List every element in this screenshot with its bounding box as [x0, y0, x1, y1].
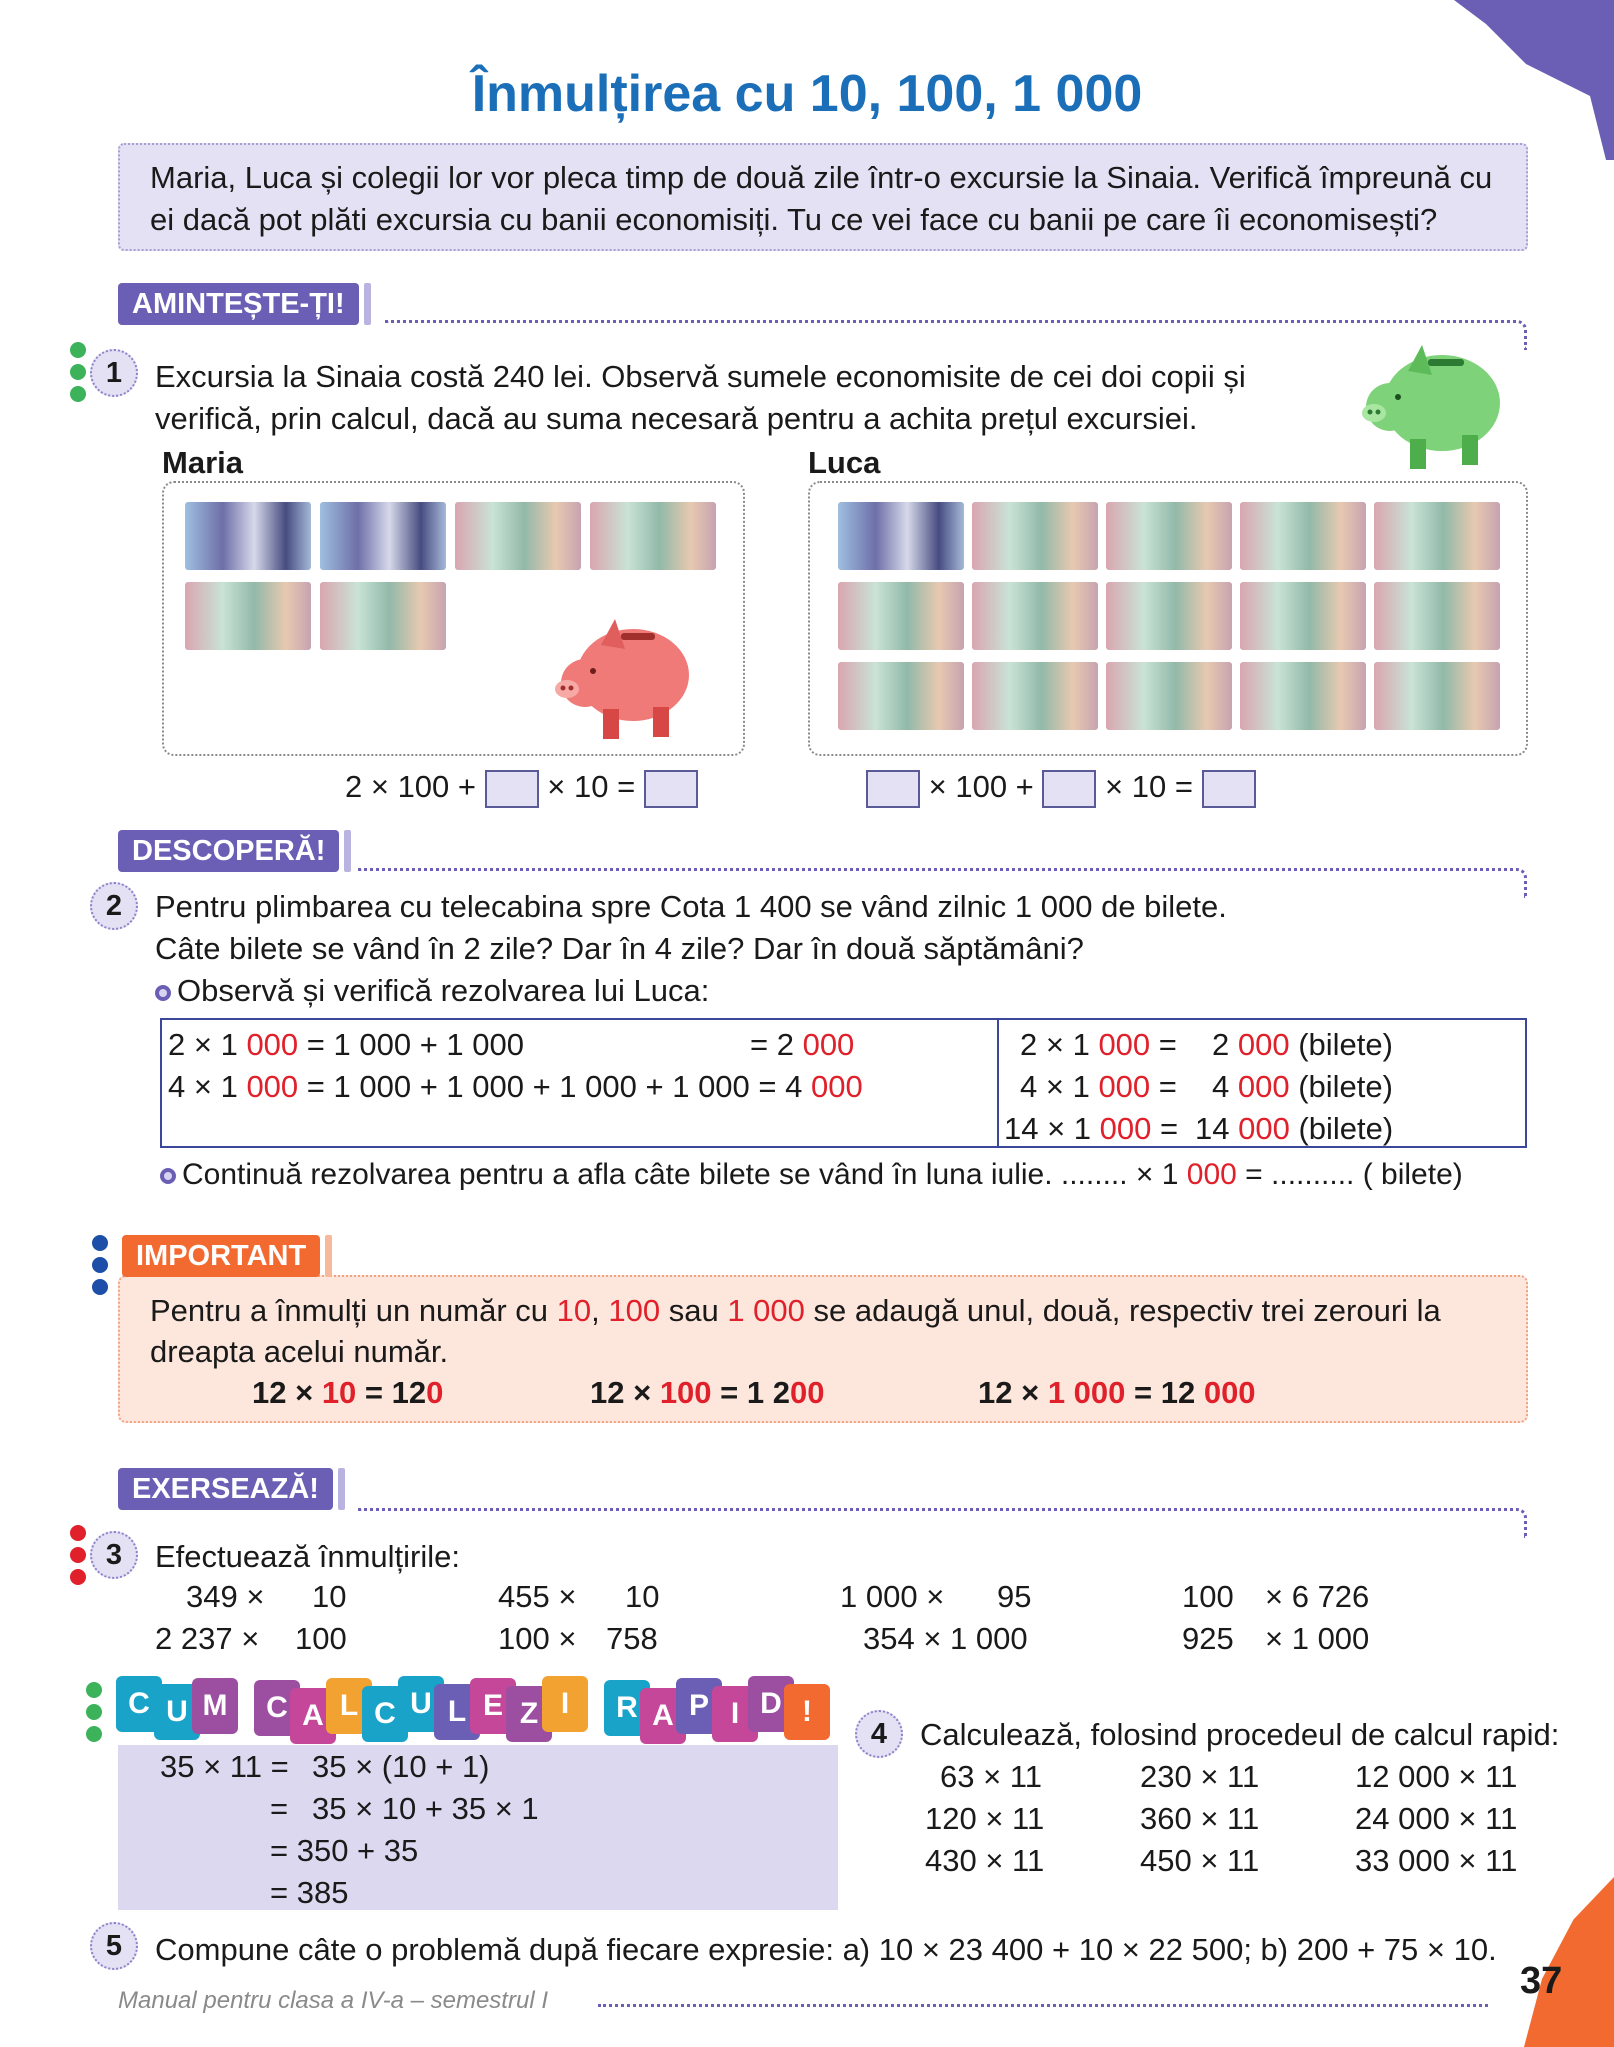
- banknote-10: [838, 662, 964, 730]
- banknote-10: [1374, 502, 1500, 570]
- exercise-text: Efectuează înmulțirile:: [155, 1539, 460, 1574]
- zeros: 000: [246, 1069, 299, 1104]
- multiplication-item: 95: [997, 1579, 1032, 1614]
- continue-line: [160, 1154, 1463, 1196]
- answer-box[interactable]: [644, 770, 698, 808]
- intro-box: [118, 143, 1528, 251]
- maria-label: Maria: [162, 445, 243, 480]
- banknote-100: [185, 502, 311, 570]
- solution-result: [1212, 1024, 1393, 1066]
- table-divider: [997, 1020, 999, 1146]
- multiplication-item: 230 × 11: [1140, 1759, 1260, 1794]
- multiplication-item: 100 ×: [498, 1621, 577, 1656]
- multiplication-item: 455 ×: [498, 1579, 577, 1614]
- multiplication-item: 63 × 11: [940, 1759, 1042, 1794]
- exercise-number: 2: [90, 882, 138, 930]
- important-text: dreapta acelui număr.: [150, 1334, 449, 1369]
- solution-row: [168, 1024, 524, 1066]
- text: se adaugă unul, două, respectiv trei zerouri la: [804, 1293, 1441, 1328]
- exercise-number: 1: [90, 349, 138, 397]
- banknote-10: [1240, 582, 1366, 650]
- maria-equation: [345, 766, 698, 808]
- piggy-bank-icon: [545, 605, 705, 750]
- intro-line: ei dacă pot plăti excursia cu banii economisiți. Tu ce vei face cu banii pe care îi economisești?: [150, 202, 1438, 237]
- solution-result: [1195, 1108, 1393, 1150]
- dot: [70, 1569, 86, 1585]
- text: 2: [1212, 1027, 1238, 1062]
- letter-tile: C: [116, 1676, 162, 1732]
- exercise-text: verifică, prin calcul, dacă au suma necesară pentru a achita prețul excursiei.: [155, 401, 1198, 436]
- banknote-10: [185, 582, 311, 650]
- difficulty-dots: [70, 342, 86, 408]
- example: [978, 1372, 1256, 1414]
- text: = .......... ( bilete): [1236, 1158, 1463, 1191]
- banknote-10: [1106, 662, 1232, 730]
- banknote-10: [972, 662, 1098, 730]
- multiplication-item: 758: [606, 1621, 658, 1656]
- highlight: 10: [556, 1293, 592, 1328]
- text: 12 ×: [252, 1375, 322, 1410]
- banknote-10: [972, 582, 1098, 650]
- letter-tile: E: [470, 1678, 516, 1734]
- multiplication-item: × 1 000: [1265, 1621, 1370, 1656]
- dot: [70, 342, 86, 358]
- zeros: 000: [1099, 1111, 1152, 1146]
- difficulty-dots: [86, 1682, 102, 1748]
- text: = 12: [356, 1375, 427, 1410]
- difficulty-dots: [70, 1525, 86, 1591]
- exercise-number: 4: [855, 1710, 903, 1758]
- banknote-10: [1240, 502, 1366, 570]
- text: 12 ×: [590, 1375, 660, 1410]
- multiplication-item: 360 × 11: [1140, 1801, 1260, 1836]
- text: 4: [1212, 1069, 1238, 1104]
- dot: [70, 1547, 86, 1563]
- luca-label: Luca: [808, 445, 881, 480]
- highlight: 100: [608, 1293, 661, 1328]
- letter-tile: L: [434, 1684, 480, 1740]
- exercise-text: Pentru plimbarea cu telecabina spre Cota 1 400 se vând zilnic 1 000 de bilete.: [155, 889, 1227, 924]
- exercise-text: Calculează, folosind procedeul de calcul rapid:: [920, 1717, 1560, 1752]
- solution-row: [1004, 1108, 1178, 1150]
- zeros: 000: [1237, 1069, 1290, 1104]
- text: 14 × 1: [1004, 1111, 1100, 1146]
- example: [590, 1372, 824, 1414]
- equation-text: × 10 =: [1105, 769, 1193, 804]
- solution-result: [750, 1024, 854, 1066]
- multiplication-item: 120 × 11: [925, 1801, 1045, 1836]
- calc-step: = 385: [270, 1875, 349, 1910]
- dot: [92, 1257, 108, 1273]
- banknote-10: [1374, 582, 1500, 650]
- equation-text: 2 × 100 +: [345, 769, 477, 804]
- answer-box[interactable]: [1042, 770, 1096, 808]
- text: =: [1150, 1069, 1177, 1104]
- zeros: 000: [246, 1027, 299, 1062]
- text: 4 × 1: [168, 1069, 247, 1104]
- dot: [92, 1279, 108, 1295]
- letter-tile: L: [326, 1678, 372, 1734]
- solution-row: [168, 1066, 863, 1108]
- calc-step: 35 × 11 =: [160, 1749, 289, 1784]
- footer-text: Manual pentru clasa a IV-a – semestrul I: [118, 1987, 548, 2014]
- text: 14: [1195, 1111, 1239, 1146]
- letter-tile: I: [712, 1686, 758, 1742]
- piggy-bank-icon: [1350, 335, 1515, 480]
- solution-row: [1020, 1024, 1177, 1066]
- section-tag-amintestete: AMINTEȘTE-ȚI!: [118, 283, 359, 325]
- letter-tile: C: [362, 1686, 408, 1742]
- letter-tile: U: [398, 1676, 444, 1732]
- letter-tile: R: [604, 1680, 650, 1736]
- letter-tile: M: [192, 1678, 238, 1734]
- text: ,: [591, 1293, 609, 1328]
- highlight: 000: [1203, 1375, 1256, 1410]
- difficulty-dots: [92, 1235, 108, 1301]
- multiplication-item: 450 × 11: [1140, 1843, 1260, 1878]
- multiplication-item: 349 ×: [186, 1579, 265, 1614]
- exercise-text: Excursia la Sinaia costă 240 lei. Observă sumele economisite de cei doi copii și: [155, 359, 1246, 394]
- highlight: 00: [789, 1375, 825, 1410]
- solution-result: [1212, 1066, 1393, 1108]
- letter-tile: Z: [506, 1686, 552, 1742]
- multiplication-item: 1 000 ×: [840, 1579, 945, 1614]
- zeros: 000: [802, 1027, 855, 1062]
- text: =: [1150, 1027, 1177, 1062]
- multiplication-item: 12 000 × 11: [1355, 1759, 1518, 1794]
- text: = 1 000 + 1 000 + 1 000 + 1 000 = 4: [298, 1069, 811, 1104]
- calc-step: 35 × (10 + 1): [312, 1749, 490, 1784]
- observe-line: [155, 970, 709, 1012]
- section-tag-descopera: DESCOPERĂ!: [118, 830, 339, 872]
- highlight: 0: [426, 1375, 444, 1410]
- banknote-10: [320, 582, 446, 650]
- page-number: 37: [1520, 1960, 1563, 2002]
- multiplication-item: 100: [295, 1621, 347, 1656]
- exercise-text: Câte bilete se vând în 2 zile? Dar în 4 zile? Dar în două săptămâni?: [155, 931, 1084, 966]
- exercise-number: 3: [90, 1531, 138, 1579]
- multiplication-item: 354 × 1 000: [863, 1621, 1028, 1656]
- multiplication-item: 2 237 ×: [155, 1621, 260, 1656]
- multiplication-item: 100: [1182, 1579, 1234, 1614]
- text: (bilete): [1289, 1111, 1394, 1146]
- letter-tile: P: [676, 1678, 722, 1734]
- example: [252, 1372, 443, 1414]
- zeros: 000: [1237, 1027, 1290, 1062]
- banknote-10: [1106, 502, 1232, 570]
- intro-line: Maria, Luca și colegii lor vor pleca timp de două zile într-o excursie la Sinaia. Verifică împreună cu: [150, 160, 1493, 195]
- footer-divider: [598, 2004, 1488, 2007]
- multiplication-item: 33 000 × 11: [1355, 1843, 1518, 1878]
- important-text: [150, 1290, 1441, 1332]
- multiplication-item: × 6 726: [1265, 1579, 1370, 1614]
- calc-step: =: [270, 1791, 289, 1826]
- highlight: 10: [321, 1375, 357, 1410]
- banknote-10: [1240, 662, 1366, 730]
- text: =: [1151, 1111, 1179, 1146]
- text: 2 × 1: [1020, 1027, 1099, 1062]
- zeros: 000: [810, 1069, 863, 1104]
- dot: [86, 1704, 102, 1720]
- exercise-number: 5: [90, 1922, 138, 1970]
- text: 4 × 1: [1020, 1069, 1099, 1104]
- observe-text: Observă și verifică rezolvarea lui Luca:: [177, 973, 710, 1008]
- dot: [86, 1726, 102, 1742]
- calc-step: 35 × 10 + 35 × 1: [312, 1791, 539, 1826]
- section-tag-important: IMPORTANT: [122, 1235, 320, 1277]
- dot: [70, 1525, 86, 1541]
- equation-text: × 10 =: [547, 769, 636, 804]
- section-tag-exerseaza: EXERSEAZĂ!: [118, 1468, 333, 1510]
- page-title: Înmulțirea cu 10, 100, 1 000: [471, 65, 1143, 123]
- bullet-icon: [160, 1168, 176, 1184]
- zeros: 000: [1098, 1027, 1151, 1062]
- answer-box[interactable]: [866, 770, 920, 808]
- text: Continuă rezolvarea pentru a afla câte bilete se vând în luna iulie. ........ × 1: [182, 1158, 1187, 1191]
- highlight: 1 000: [727, 1293, 805, 1328]
- multiplication-item: 925: [1182, 1621, 1234, 1656]
- banknote-10: [972, 502, 1098, 570]
- zeros: 000: [1098, 1069, 1151, 1104]
- dot: [70, 386, 86, 402]
- text: 2 × 1: [168, 1027, 247, 1062]
- equation-text: × 100 +: [928, 769, 1034, 804]
- dot: [70, 364, 86, 380]
- multiplication-item: 10: [625, 1579, 660, 1614]
- letter-tile: U: [154, 1684, 200, 1740]
- text: = 2: [750, 1027, 803, 1062]
- text: (bilete): [1289, 1027, 1393, 1062]
- multiplication-item: 430 × 11: [925, 1843, 1045, 1878]
- banknote-10: [1374, 662, 1500, 730]
- banknote-10: [838, 582, 964, 650]
- text: Pentru a înmulți un număr cu: [150, 1293, 557, 1328]
- luca-equation: [866, 766, 1256, 808]
- banknote-100: [320, 502, 446, 570]
- letter-tile: A: [640, 1688, 686, 1744]
- letter-tile: !: [784, 1684, 830, 1740]
- text: sau: [660, 1293, 728, 1328]
- text: = 12: [1125, 1375, 1204, 1410]
- letter-tile: A: [290, 1688, 336, 1744]
- dot: [92, 1235, 108, 1251]
- text: 12 ×: [978, 1375, 1048, 1410]
- zeros: 000: [1186, 1158, 1237, 1191]
- dot: [86, 1682, 102, 1698]
- solution-row: [1020, 1066, 1177, 1108]
- banknote-10: [455, 502, 581, 570]
- zeros: 000: [1238, 1111, 1290, 1146]
- multiplication-item: 10: [312, 1579, 347, 1614]
- multiplication-item: 24 000 × 11: [1355, 1801, 1518, 1836]
- letter-tile: D: [748, 1676, 794, 1732]
- text: = 1 2: [711, 1375, 790, 1410]
- banknote-100: [838, 502, 964, 570]
- banknote-10: [1106, 582, 1232, 650]
- quick-calc-banner: [116, 1676, 836, 1746]
- answer-box[interactable]: [485, 770, 539, 808]
- calc-step: = 350 + 35: [270, 1833, 419, 1868]
- section-divider: [358, 1508, 1527, 1538]
- text: = 1 000 + 1 000: [298, 1027, 524, 1062]
- answer-box[interactable]: [1202, 770, 1256, 808]
- highlight: 1 000: [1047, 1375, 1126, 1410]
- text: (bilete): [1289, 1069, 1393, 1104]
- letter-tile: C: [254, 1680, 300, 1736]
- letter-tile: I: [542, 1676, 588, 1732]
- bullet-icon: [155, 985, 171, 1001]
- banknote-10: [590, 502, 716, 570]
- exercise-text: Compune câte o problemă după fiecare expresie: a) 10 × 23 400 + 10 × 22 500; b) 200 + 75 × 10.: [155, 1932, 1497, 1967]
- highlight: 100: [659, 1375, 712, 1410]
